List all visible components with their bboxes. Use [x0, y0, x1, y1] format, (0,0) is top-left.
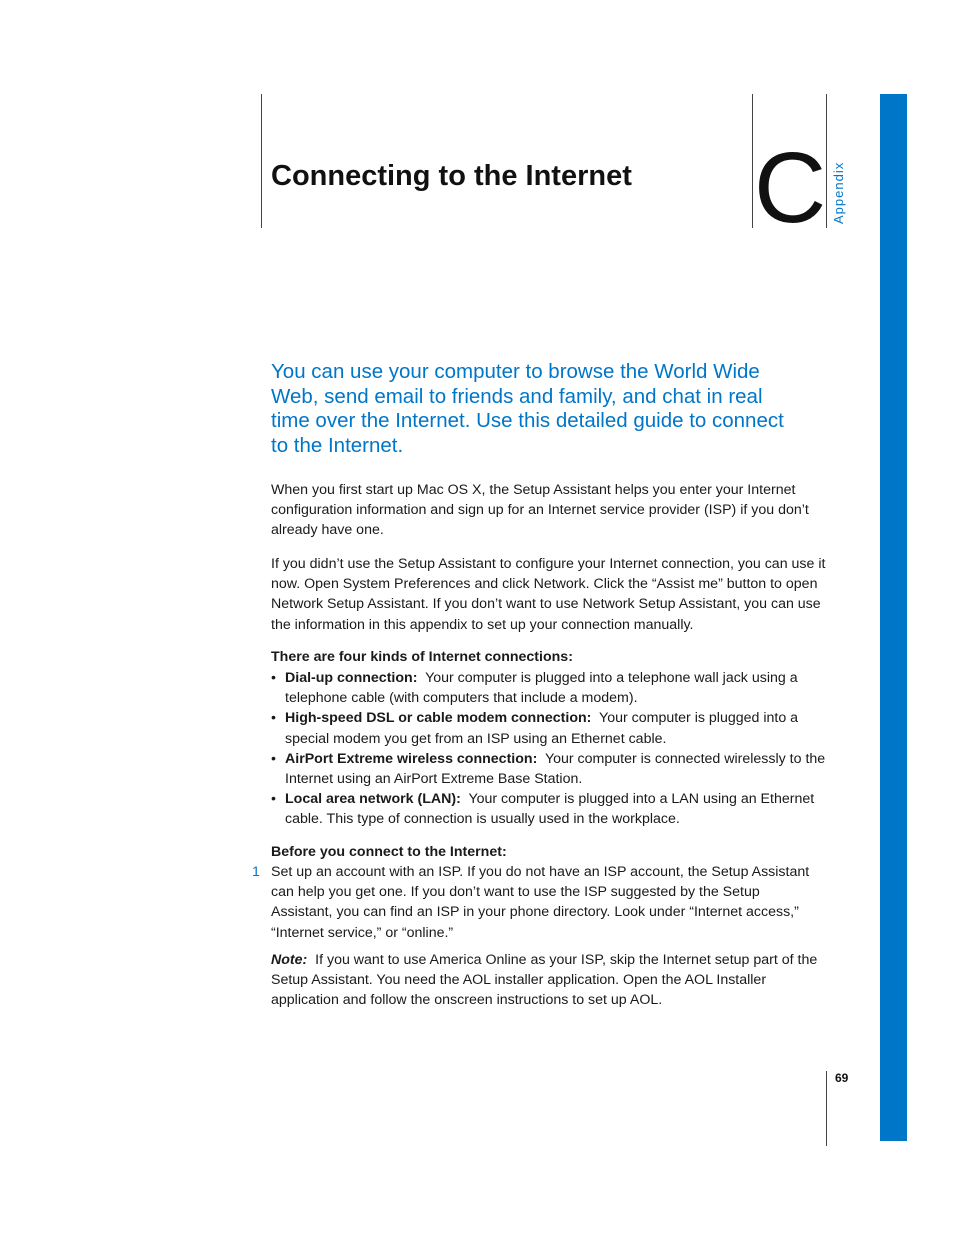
note-label: Note:	[271, 952, 308, 968]
connection-description: Your computer is plugged into a special modem you get from an ISP using an Ethernet cable.	[285, 710, 799, 747]
list-item	[271, 668, 826, 708]
connection-term: Dial-up connection:	[285, 670, 418, 686]
chapter-side-tab	[880, 94, 907, 1141]
body-paragraph-1: When you first start up Mac OS X, the Setup Assistant helps you enter your Internet configuration information and sign up for an Internet service provider (ISP) if you don’t already have one.	[271, 482, 809, 539]
bullet-marker: •	[271, 710, 276, 727]
list-item	[271, 749, 826, 789]
connection-description: Your computer is plugged into a LAN using an Ethernet cable. This type of connection is usually used in the workplace.	[285, 791, 815, 828]
connection-term: Local area network (LAN):	[285, 791, 461, 808]
list-item	[271, 789, 826, 829]
appendix-label: Appendix	[831, 161, 846, 224]
page-number: 69	[835, 1071, 849, 1085]
connection-term: AirPort Extreme wireless connection:	[285, 750, 538, 767]
title-left-rule	[261, 94, 262, 228]
body-paragraph-2: If you didn’t use the Setup Assistant to configure your Internet connection, you can use it now. Open System Preferences and click Network. Click the “Assist me” button to open Network Setup Assistant. If you don’t want to use Network Setup Assistant, you can use the information in this appendix to set up your connection manually.	[271, 556, 826, 633]
note-text: If you want to use America Online as your ISP, skip the Internet setup part of the Setup Assistant. You need the AOL installer application. Open the AOL Installer application and follow the onscreen instructions to set up AOL.	[271, 952, 818, 1009]
appendix-letter: C	[754, 132, 825, 244]
connections-heading: There are four kinds of Internet connections:	[271, 649, 573, 665]
step-number: 1	[252, 864, 260, 880]
bullet-marker: •	[271, 750, 276, 767]
bullet-marker: •	[271, 791, 276, 808]
page-number-rule	[826, 1071, 827, 1146]
step-text: Set up an account with an ISP. If you do not have an ISP account, the Setup Assistant can help you get one. If you don’t want to use the ISP suggested by the Setup Assistant, you can find an ISP in your phone directory. Look under “Internet access,” “Internet service,” or “online.”	[271, 864, 810, 941]
connection-term: High-speed DSL or cable modem connection:	[285, 710, 592, 727]
note-paragraph	[271, 950, 826, 1011]
bullet-marker: •	[271, 670, 276, 686]
connection-description: Your computer is connected wirelessly to the Internet using an AirPort Extreme Base Station.	[285, 750, 826, 788]
steps-heading: Before you connect to the Internet:	[271, 844, 507, 860]
connections-list	[271, 668, 826, 830]
label-left-rule	[826, 94, 827, 228]
intro-paragraph: You can use your computer to browse the World Wide Web, send email to friends and family, and chat in real time over the Internet. Use this detailed guide to connect to the Internet.	[271, 360, 784, 457]
chapter-title: Connecting to the Internet	[271, 160, 632, 192]
letter-left-rule	[752, 94, 753, 228]
list-item	[271, 708, 826, 748]
connection-description: Your computer is plugged into a telephone wall jack using a telephone cable (with computers that include a modem).	[285, 670, 798, 707]
